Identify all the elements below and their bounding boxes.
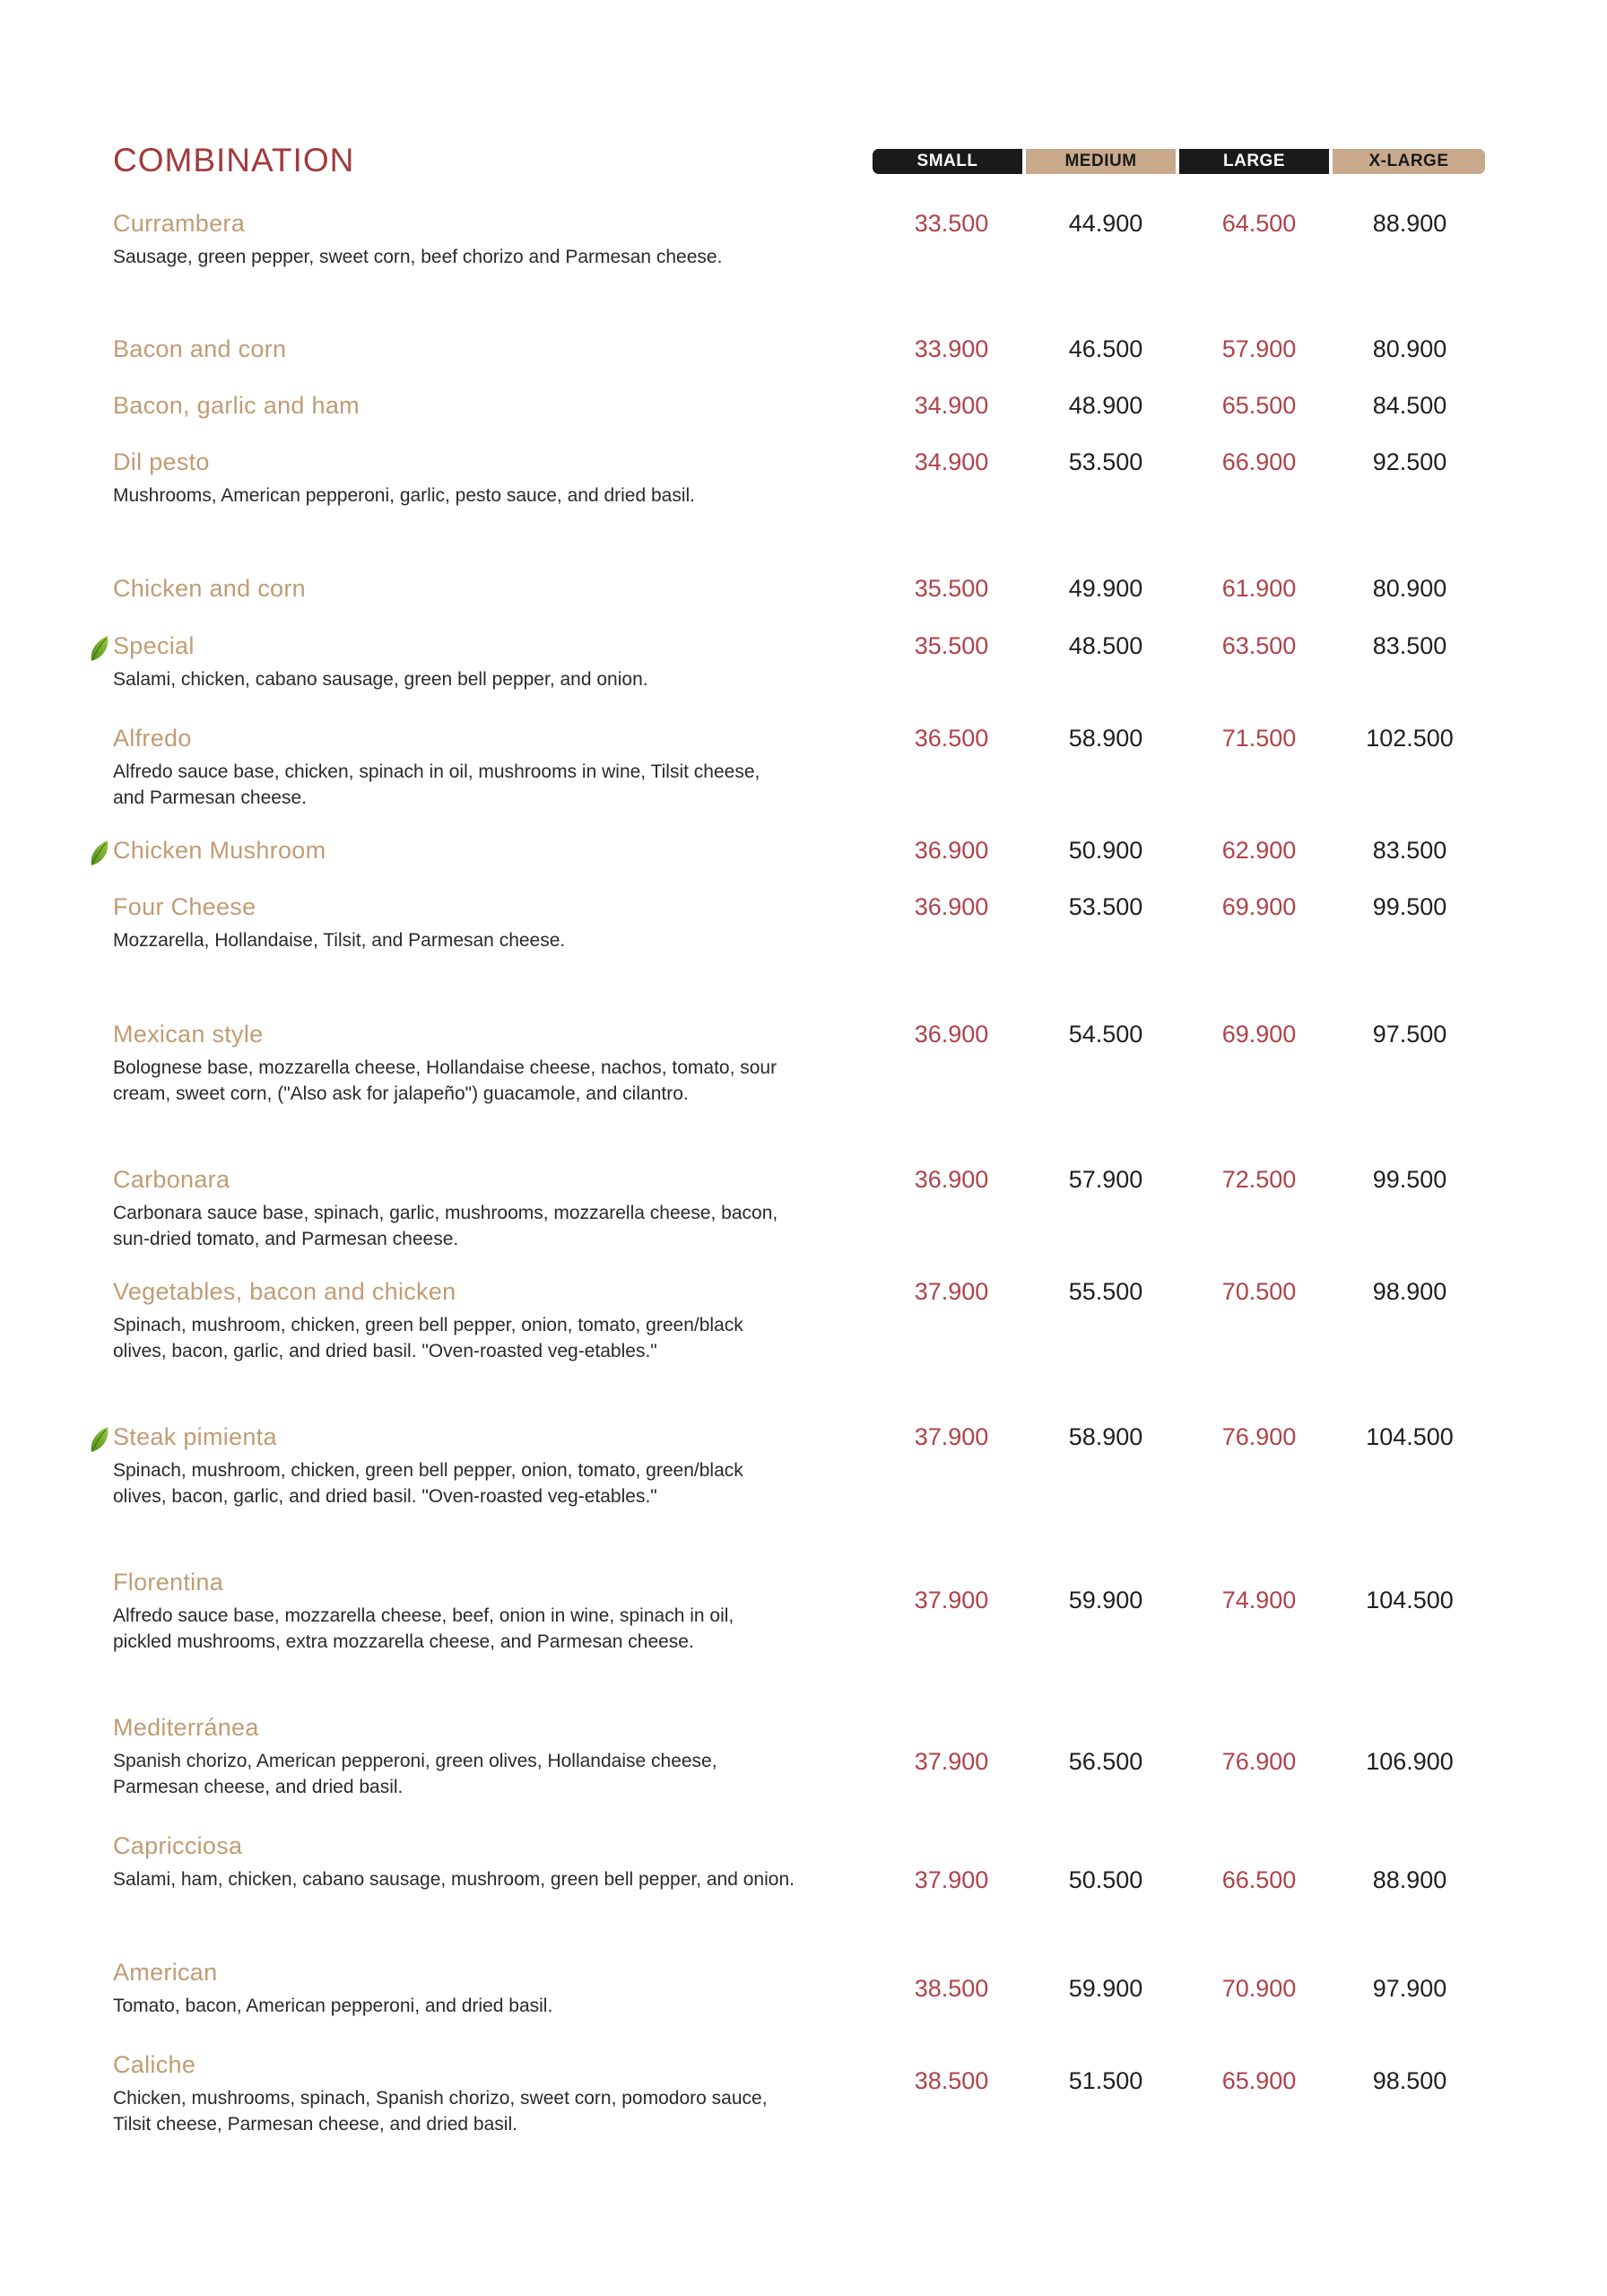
item-price-small: 37.900: [914, 1748, 989, 1775]
section-title: COMBINATION: [113, 142, 355, 178]
item-price-xlarge: 99.500: [1372, 893, 1447, 920]
item-price-large: 76.900: [1221, 1423, 1297, 1450]
item-name: Caliche: [113, 2051, 196, 2078]
size-xlarge-label: X-LARGE: [1333, 149, 1485, 174]
item-price-xlarge: 104.500: [1366, 1423, 1454, 1450]
item-price-xlarge: 80.900: [1372, 575, 1447, 602]
item-name: American: [113, 1959, 218, 1986]
item-name: Chicken Mushroom: [113, 837, 326, 864]
item-price-xlarge: 92.500: [1372, 448, 1447, 475]
item-description: Spinach, mushroom, chicken, green bell pepper, onion, tomato, green/black olives, bacon, garlic, and dried basil. "Oven-roasted veg-etables.": [113, 1315, 743, 1361]
item-price-large: 66.900: [1221, 448, 1297, 475]
item-description: Mozzarella, Hollandaise, Tilsit, and Parmesan cheese.: [113, 930, 566, 951]
item-price-xlarge: 83.500: [1372, 632, 1447, 659]
size-large-label: LARGE: [1179, 149, 1329, 174]
item-description: Spinach, mushroom, chicken, green bell pepper, onion, tomato, green/black olives, bacon, garlic, and dried basil. "Oven-roasted veg-etables.": [113, 1460, 743, 1507]
item-price-medium: 54.500: [1068, 1021, 1143, 1048]
item-price-xlarge: 80.900: [1372, 335, 1447, 362]
item-name: Steak pimienta: [113, 1423, 277, 1450]
item-description: Bolognese base, mozzarella cheese, Hollandaise cheese, nachos, tomato, sour cream, sweet corn, ("Also ask for jalapeño") guacamole, and cilantro.: [113, 1057, 777, 1104]
item-name: Special: [113, 632, 195, 659]
item-price-medium: 58.900: [1068, 1423, 1143, 1450]
size-medium-label: MEDIUM: [1026, 149, 1176, 174]
item-price-large: 72.500: [1221, 1166, 1297, 1193]
item-price-medium: 50.500: [1068, 1866, 1143, 1893]
item-name: Vegetables, bacon and chicken: [113, 1278, 456, 1305]
item-price-small: 37.900: [914, 1278, 989, 1305]
item-name: Mediterránea: [113, 1714, 259, 1741]
item-description: Tomato, bacon, American pepperoni, and dried basil.: [113, 1996, 553, 2016]
item-price-large: 66.500: [1221, 1866, 1297, 1893]
leaf-icon: [88, 1425, 111, 1454]
item-description: Carbonara sauce base, spinach, garlic, mushrooms, mozzarella cheese, bacon, sun-dried tomato, and Parmesan cheese.: [113, 1203, 778, 1249]
item-price-medium: 48.500: [1068, 632, 1143, 659]
item-price-small: 33.900: [914, 335, 989, 362]
item-price-small: 34.900: [914, 448, 989, 475]
item-name: Florentina: [113, 1569, 224, 1596]
item-price-large: 74.900: [1221, 1587, 1297, 1613]
size-header: [873, 149, 1491, 176]
size-small-label: SMALL: [873, 149, 1022, 174]
item-price-xlarge: 104.500: [1366, 1587, 1454, 1613]
item-price-xlarge: 88.900: [1372, 1866, 1447, 1893]
item-price-medium: 51.500: [1068, 2067, 1143, 2094]
item-name: Bacon, garlic and ham: [113, 392, 360, 419]
item-name: Capricciosa: [113, 1832, 243, 1859]
item-price-medium: 55.500: [1068, 1278, 1143, 1305]
item-description: Spanish chorizo, American pepperoni, green olives, Hollandaise cheese, Parmesan cheese, and dried basil.: [113, 1751, 717, 1797]
item-price-medium: 44.900: [1068, 210, 1143, 237]
item-price-large: 63.500: [1221, 632, 1297, 659]
item-price-large: 65.500: [1221, 392, 1297, 419]
item-price-xlarge: 106.900: [1366, 1748, 1454, 1775]
item-name: Chicken and corn: [113, 575, 306, 602]
item-description: Mushrooms, American pepperoni, garlic, pesto sauce, and dried basil.: [113, 485, 696, 506]
item-description: Chicken, mushrooms, spinach, Spanish chorizo, sweet corn, pomodoro sauce, Tilsit cheese, Parmesan cheese, and dried basil.: [113, 2088, 768, 2135]
item-price-large: 69.900: [1221, 893, 1297, 920]
item-name: Mexican style: [113, 1021, 264, 1048]
item-price-small: 36.900: [914, 893, 989, 920]
item-description: Salami, ham, chicken, cabano sausage, mushroom, green bell pepper, and onion.: [113, 1869, 795, 1890]
item-price-small: 35.500: [914, 575, 989, 602]
item-price-medium: 53.500: [1068, 893, 1143, 920]
item-price-medium: 46.500: [1068, 335, 1143, 362]
item-description: Salami, chicken, cabano sausage, green bell pepper, and onion.: [113, 669, 648, 690]
item-price-large: 76.900: [1221, 1748, 1297, 1775]
item-price-medium: 59.900: [1068, 1587, 1143, 1613]
item-price-small: 34.900: [914, 392, 989, 419]
item-price-medium: 48.900: [1068, 392, 1143, 419]
item-price-small: 37.900: [914, 1866, 989, 1893]
item-price-medium: 53.500: [1068, 448, 1143, 475]
item-price-xlarge: 98.500: [1372, 2067, 1447, 2094]
item-price-large: 70.900: [1221, 1975, 1297, 2002]
item-price-large: 71.500: [1221, 725, 1297, 752]
item-price-xlarge: 102.500: [1366, 725, 1454, 752]
item-price-xlarge: 98.900: [1372, 1278, 1447, 1305]
item-price-medium: 56.500: [1068, 1748, 1143, 1775]
item-price-medium: 50.900: [1068, 837, 1143, 864]
item-price-small: 37.900: [914, 1423, 989, 1450]
item-price-xlarge: 88.900: [1372, 210, 1447, 237]
item-price-small: 38.500: [914, 1975, 989, 2002]
item-price-large: 70.500: [1221, 1278, 1297, 1305]
item-price-small: 35.500: [914, 632, 989, 659]
item-price-xlarge: 99.500: [1372, 1166, 1447, 1193]
item-price-medium: 59.900: [1068, 1975, 1143, 2002]
item-price-small: 37.900: [914, 1587, 989, 1613]
item-name: Carbonara: [113, 1166, 230, 1193]
item-description: Sausage, green pepper, sweet corn, beef chorizo and Parmesan cheese.: [113, 247, 723, 267]
item-name: Four Cheese: [113, 893, 256, 920]
item-price-small: 36.900: [914, 1166, 989, 1193]
item-price-large: 62.900: [1221, 837, 1297, 864]
item-price-xlarge: 97.500: [1372, 1021, 1447, 1048]
item-price-xlarge: 97.900: [1372, 1975, 1447, 2002]
item-price-medium: 57.900: [1068, 1166, 1143, 1193]
item-price-medium: 49.900: [1068, 575, 1143, 602]
item-name: Currambera: [113, 210, 246, 237]
item-price-large: 65.900: [1221, 2067, 1297, 2094]
item-price-small: 36.500: [914, 725, 989, 752]
item-price-medium: 58.900: [1068, 725, 1143, 752]
item-price-small: 38.500: [914, 2067, 989, 2094]
item-price-xlarge: 83.500: [1372, 837, 1447, 864]
item-name: Dil pesto: [113, 448, 210, 475]
item-price-large: 64.500: [1221, 210, 1297, 237]
item-name: Alfredo: [113, 725, 192, 752]
item-price-large: 57.900: [1221, 335, 1297, 362]
item-price-small: 33.500: [914, 210, 989, 237]
item-price-small: 36.900: [914, 837, 989, 864]
leaf-icon: [88, 634, 111, 663]
item-name: Bacon and corn: [113, 335, 287, 362]
leaf-icon: [88, 839, 111, 867]
item-price-large: 69.900: [1221, 1021, 1297, 1048]
item-price-large: 61.900: [1221, 575, 1297, 602]
item-description: Alfredo sauce base, chicken, spinach in oil, mushrooms in wine, Tilsit cheese, and Parmesan cheese.: [113, 761, 760, 808]
item-price-small: 36.900: [914, 1021, 989, 1048]
item-description: Alfredo sauce base, mozzarella cheese, beef, onion in wine, spinach in oil, pickled mushrooms, extra mozzarella cheese, and Parmesan cheese.: [113, 1605, 734, 1652]
item-price-xlarge: 84.500: [1372, 392, 1447, 419]
